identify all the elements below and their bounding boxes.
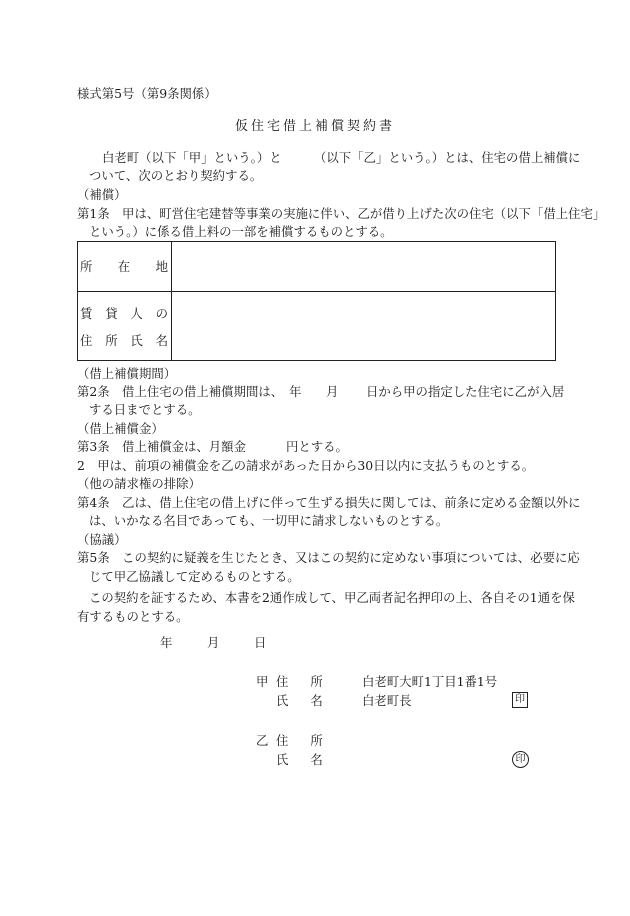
table-row-divider	[78, 291, 555, 292]
closing-line2: 有するものとする。	[77, 609, 189, 624]
article3-heading: （借上補償金）	[77, 421, 164, 436]
date-year: 年	[160, 635, 173, 650]
party-b-name-label: 氏 名	[276, 752, 323, 767]
party-a-name: 白老町長	[362, 693, 412, 708]
lessor-label-line2: 住 所 氏 名	[80, 333, 168, 348]
article3-line1-b: 円とする。	[286, 439, 348, 454]
lessor-label-line1: 賃 貸 人 の	[80, 306, 168, 321]
article4-heading: （他の請求権の排除）	[77, 476, 201, 491]
closing-line1: この契約を証するため、本書を2通作成して、甲乙両者記名押印の上、各自その1通を保	[89, 590, 575, 605]
article2-line1-a: 第2条 借上住宅の借上補償期間は、	[77, 384, 284, 399]
article2-month: 月	[326, 384, 339, 399]
intro-line1-a: 白老町（以下「甲」という。）と	[102, 150, 282, 165]
date-month: 月	[207, 635, 220, 650]
date-day: 日	[254, 635, 267, 650]
intro-line2: ついて、次のとおり契約する。	[89, 168, 263, 183]
article1-heading: （補償）	[77, 187, 127, 202]
article2-line1-b: 日から甲の指定した住宅に乙が入居	[366, 384, 565, 399]
page-title: 仮住宅借上補償契約書	[234, 119, 395, 134]
article1-line2: という。）に係る借上料の一部を補償するものとする。	[89, 224, 393, 239]
article3-line1-a: 第3条 借上補償金は、月額金	[77, 439, 246, 454]
party-b-seal: 印	[512, 751, 529, 768]
property-table	[77, 241, 556, 361]
intro-line1-b: （以下「乙」という。）とは、住宅の借上補償に	[314, 150, 581, 165]
article5-line1: 第5条 この契約に疑義を生じたとき、又はこの契約に定めない事項については、必要に応	[77, 550, 580, 565]
party-a-seal: 印	[512, 692, 528, 708]
party-a-address: 白老町大町1丁目1番1号	[362, 674, 498, 689]
article2-heading: （借上補償期間）	[77, 366, 177, 381]
party-b-marker: 乙	[256, 733, 269, 748]
article1-line1: 第1条 甲は、町営住宅建替等事業の実施に伴い、乙が借り上げた次の住宅（以下「借上住宅」	[77, 206, 606, 221]
article4-line1: 第4条 乙は、借上住宅の借上げに伴って生ずる損失に関しては、前条に定める金額以外に	[77, 495, 581, 510]
form-number: 様式第5号（第9条関係）	[77, 86, 217, 101]
article3-line2: 2 甲は、前項の補償金を乙の請求があった日から30日以内に支払うものとする。	[77, 458, 535, 473]
article5-heading: （協議）	[77, 532, 127, 547]
article2-line2: する日までとする。	[89, 402, 201, 417]
article5-line2: じて甲乙協議して定めるものとする。	[89, 569, 300, 584]
article4-line2: は、いかなる名目であっても、一切甲に請求しないものとする。	[89, 513, 449, 528]
party-a-marker: 甲	[256, 674, 269, 689]
party-a-name-label: 氏 名	[276, 693, 323, 708]
table-column-divider	[171, 242, 172, 360]
party-a-address-label: 住 所	[276, 674, 323, 689]
location-label: 所 在 地	[80, 259, 168, 274]
article2-year: 年	[289, 384, 302, 399]
party-b-address-label: 住 所	[276, 733, 323, 748]
